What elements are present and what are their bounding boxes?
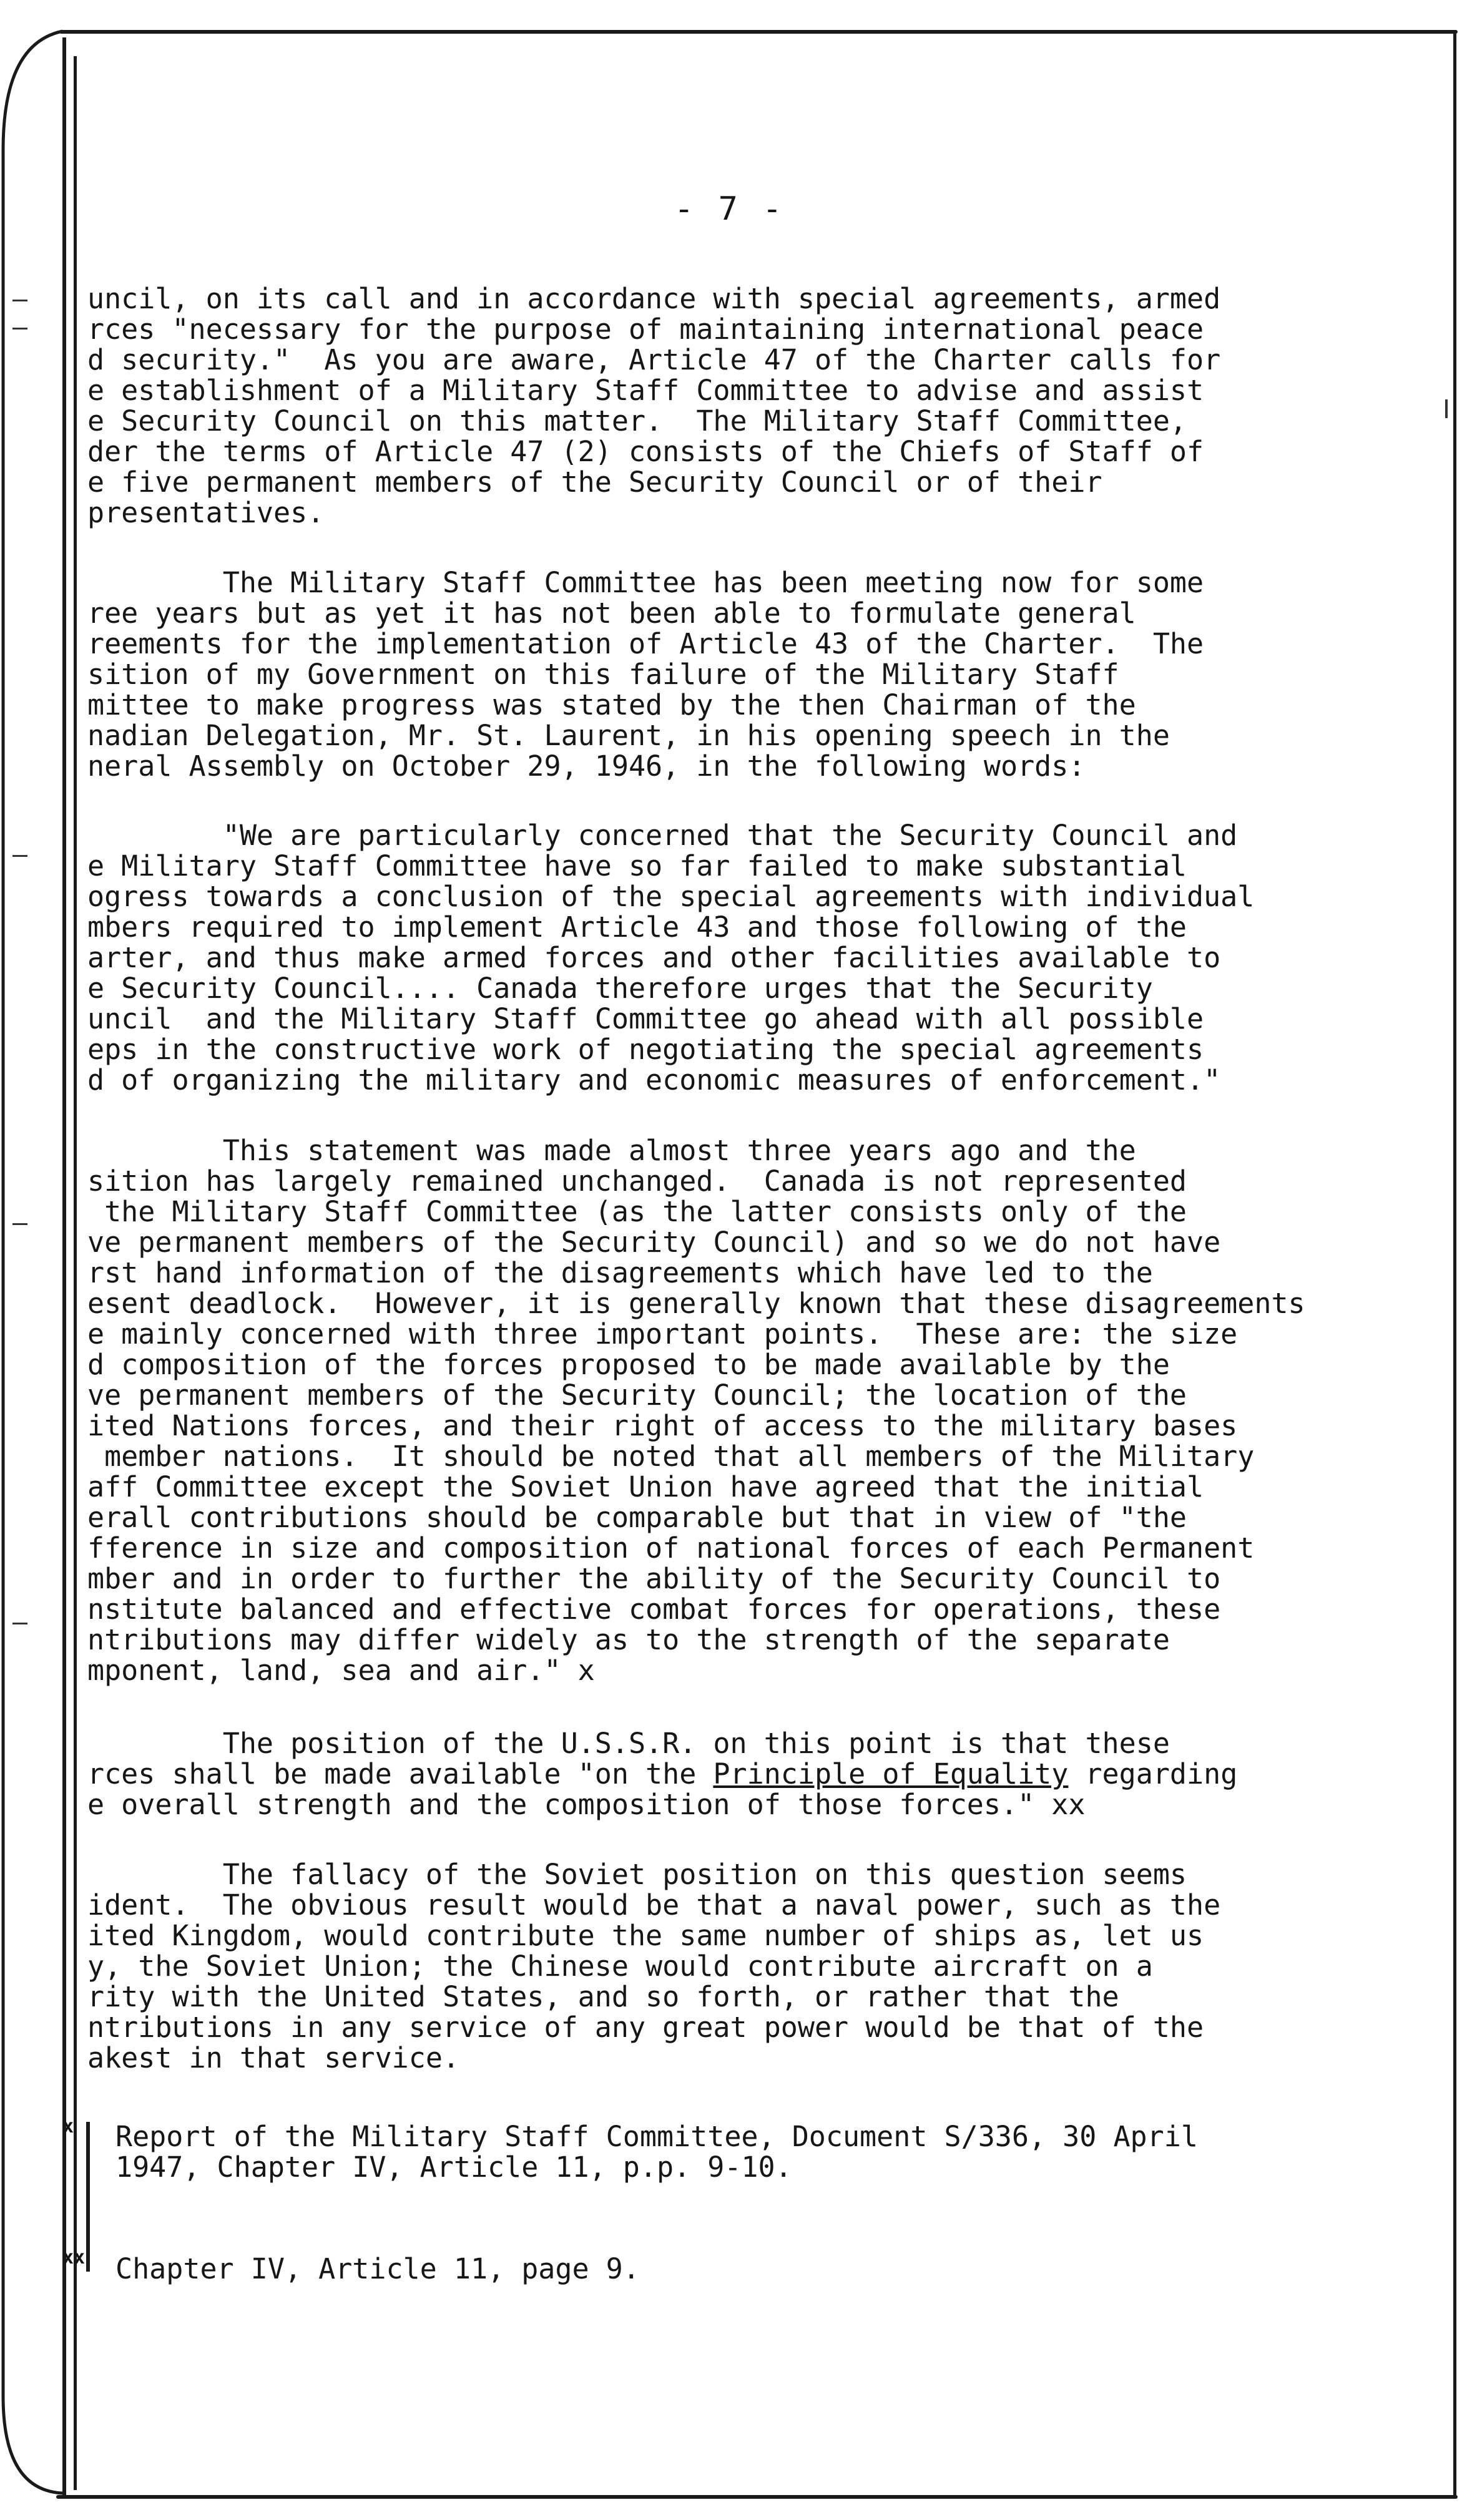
text-line <box>87 1759 1237 1789</box>
text-line: The Military Staff Committee has been meeting now for some <box>87 566 1204 599</box>
text-line: y, the Soviet Union; the Chinese would contribute aircraft on a <box>87 1950 1153 1983</box>
text-line: d security." As you are aware, Article 47 of the Charter calls for <box>87 343 1221 376</box>
footnote-marker: xx <box>62 2247 86 2268</box>
text-line: rst hand information of the disagreements which have led to the <box>87 1256 1153 1289</box>
page-margin-rule <box>74 56 77 2490</box>
page-frame-bottom <box>56 2495 1458 2499</box>
text-line: e five permanent members of the Security Council or of their <box>87 466 1102 499</box>
text-line: mber and in order to further the ability of the Security Council to <box>87 1562 1221 1595</box>
text-line: der the terms of Article 47 (2) consists of the Chiefs of Staff of <box>87 435 1204 468</box>
text-line: ntributions in any service of any great power would be that of the <box>87 2011 1204 2044</box>
text-line: e overall strength and the composition of those forces." xx <box>87 1788 1086 1821</box>
text-line: ident. The obvious result would be that a naval power, such as the <box>87 1888 1221 1922</box>
text-line: ve permanent members of the Security Council) and so we do not have <box>87 1226 1221 1259</box>
page-frame-right <box>1453 34 1456 2498</box>
text-line: arter, and thus make armed forces and other facilities available to <box>87 941 1221 974</box>
text-line: sition of my Government on this failure of the Military Staff <box>87 658 1119 691</box>
text-line: nadian Delegation, Mr. St. Laurent, in his opening speech in the <box>87 719 1170 752</box>
text-line: presentatives. <box>87 496 325 529</box>
text-line: e establishment of a Military Staff Committee to advise and assist <box>87 374 1204 407</box>
text-segment: rces shall be made available "on the <box>87 1757 714 1790</box>
text-line: e Military Staff Committee have so far failed to make substantial <box>87 849 1187 882</box>
text-line: ree years but as yet it has not been able to formulate general <box>87 597 1136 630</box>
footnote-marker: x <box>62 2116 74 2137</box>
text-segment: regarding <box>1068 1757 1238 1790</box>
text-line: uncil, on its call and in accordance with special agreements, armed <box>87 282 1221 315</box>
footnote-text: 1947, Chapter IV, Article 11, p.p. 9-10. <box>115 2151 792 2184</box>
text-line: ve permanent members of the Security Council; the location of the <box>87 1379 1187 1412</box>
text-line: ntributions may differ widely as to the strength of the separate <box>87 1623 1170 1656</box>
text-line: mponent, land, sea and air." x <box>87 1654 595 1687</box>
text-line: esent deadlock. However, it is generally known that these disagreements <box>87 1287 1305 1320</box>
text-line: This statement was made almost three years ago and the <box>87 1134 1136 1167</box>
text-line: sition has largely remained unchanged. Canada is not represented <box>87 1165 1187 1198</box>
text-line: d of organizing the military and economic measures of enforcement." <box>87 1063 1221 1096</box>
text-line: aff Committee except the Soviet Union have agreed that the initial <box>87 1470 1204 1503</box>
margin-mark <box>12 1623 27 1624</box>
text-line: eps in the constructive work of negotiating the special agreements <box>87 1033 1204 1066</box>
text-line: d composition of the forces proposed to be made available by the <box>87 1348 1170 1381</box>
text-line: The fallacy of the Soviet position on this question seems <box>87 1858 1187 1891</box>
text-line: ogress towards a conclusion of the special agreements with individual <box>87 880 1255 913</box>
text-line: the Military Staff Committee (as the latter consists only of the <box>87 1195 1187 1228</box>
text-line: "We are particularly concerned that the Security Council and <box>87 819 1238 852</box>
text-line: The position of the U.S.S.R. on this point is that these <box>87 1727 1170 1760</box>
footnote-text: Report of the Military Staff Committee, Document S/336, 30 April <box>115 2120 1198 2153</box>
margin-mark <box>12 855 27 857</box>
footnote-rule <box>86 2122 90 2272</box>
text-line: fference in size and composition of national forces of each Permanent <box>87 1531 1255 1565</box>
text-line: reements for the implementation of Article 43 of the Charter. The <box>87 627 1204 660</box>
text-line: rces "necessary for the purpose of maintaining international peace <box>87 313 1204 346</box>
margin-mark <box>12 328 27 330</box>
text-line: neral Assembly on October 29, 1946, in the following words: <box>87 750 1086 783</box>
page-frame-top <box>59 30 1458 34</box>
text-line: e Security Council.... Canada therefore urges that the Security <box>87 972 1153 1005</box>
page-number: - 7 - <box>674 190 785 228</box>
margin-mark <box>1445 399 1448 418</box>
text-line: erall contributions should be comparable but that in view of "the <box>87 1501 1187 1534</box>
margin-mark <box>12 300 27 301</box>
text-line: akest in that service. <box>87 2041 460 2074</box>
text-line: rity with the United States, and so forth, or rather that the <box>87 1980 1119 2013</box>
underlined-phrase: Principle of Equality <box>713 1757 1069 1790</box>
text-line: mittee to make progress was stated by the then Chairman of the <box>87 688 1136 721</box>
text-line: ited Nations forces, and their right of access to the military bases <box>87 1409 1238 1442</box>
footnote-text: Chapter IV, Article 11, page 9. <box>115 2252 640 2285</box>
text-line: member nations. It should be noted that all members of the Military <box>87 1440 1255 1473</box>
binder-curve <box>0 25 69 2496</box>
text-line: uncil and the Military Staff Committee go ahead with all possible <box>87 1002 1204 1035</box>
text-line: mbers required to implement Article 43 and those following of the <box>87 911 1187 944</box>
text-line: ited Kingdom, would contribute the same number of ships as, let us <box>87 1919 1204 1952</box>
text-line: nstitute balanced and effective combat forces for operations, these <box>87 1593 1221 1626</box>
margin-mark <box>12 1223 27 1225</box>
text-line: e Security Council on this matter. The Military Staff Committee, <box>87 404 1187 437</box>
text-line: e mainly concerned with three important points. These are: the size <box>87 1317 1238 1350</box>
